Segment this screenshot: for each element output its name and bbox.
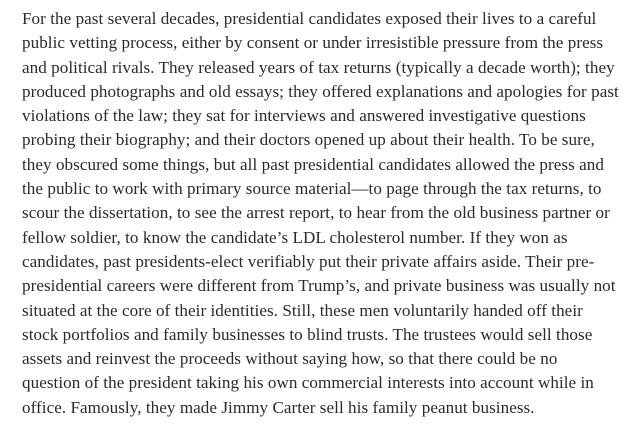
paragraph-line: scour the dissertation, to see the arrest report, to hear from the old business partner or — [22, 203, 610, 223]
paragraph-line: situated at the core of their identities. Still, these men voluntarily handed off their — [22, 300, 583, 320]
paragraph-line: candidates, past presidents-elect verifiably put their private affairs aside. Their pre- — [22, 251, 595, 271]
paragraph-line: For the past several decades, presidential candidates exposed their lives to a careful — [22, 9, 597, 28]
paragraph-line: assets and reinvest the proceeds without saying how, so that there could be no — [22, 349, 558, 369]
paragraph-line: they obscured some things, but all past presidential candidates allowed the press and — [22, 154, 604, 174]
paragraph-line: the public to work with primary source material—to page through the tax returns, to — [22, 179, 602, 199]
paragraph-line: probing their biography; and their doctors opened up about their health. To be sure, — [22, 130, 595, 150]
article-paragraph — [22, 7, 628, 420]
paragraph-line: office. Famously, they made Jimmy Carter sell his family peanut business. — [22, 397, 535, 417]
paragraph-line: presidential careers were different from Trump’s, and private business was usually not — [22, 276, 616, 296]
paragraph-line: public vetting process, either by consent or under irresistible pressure from the press — [22, 33, 604, 53]
paragraph-line: and political rivals. They released years of tax returns (typically a decade worth); they — [22, 57, 615, 77]
paragraph-line: produced photographs and old essays; they offered explanations and apologies for past — [22, 81, 619, 101]
paragraph-line: violations of the law; they sat for interviews and answered investigative questions — [22, 106, 586, 126]
paragraph-line: fellow soldier, to know the candidate’s LDL cholesterol number. If they won as — [22, 227, 568, 247]
paragraph-line: stock portfolios and family businesses to blind trusts. The trustees would sell those — [22, 324, 593, 344]
paragraph-line: question of the president taking his own commercial interests into account while in — [22, 373, 594, 393]
